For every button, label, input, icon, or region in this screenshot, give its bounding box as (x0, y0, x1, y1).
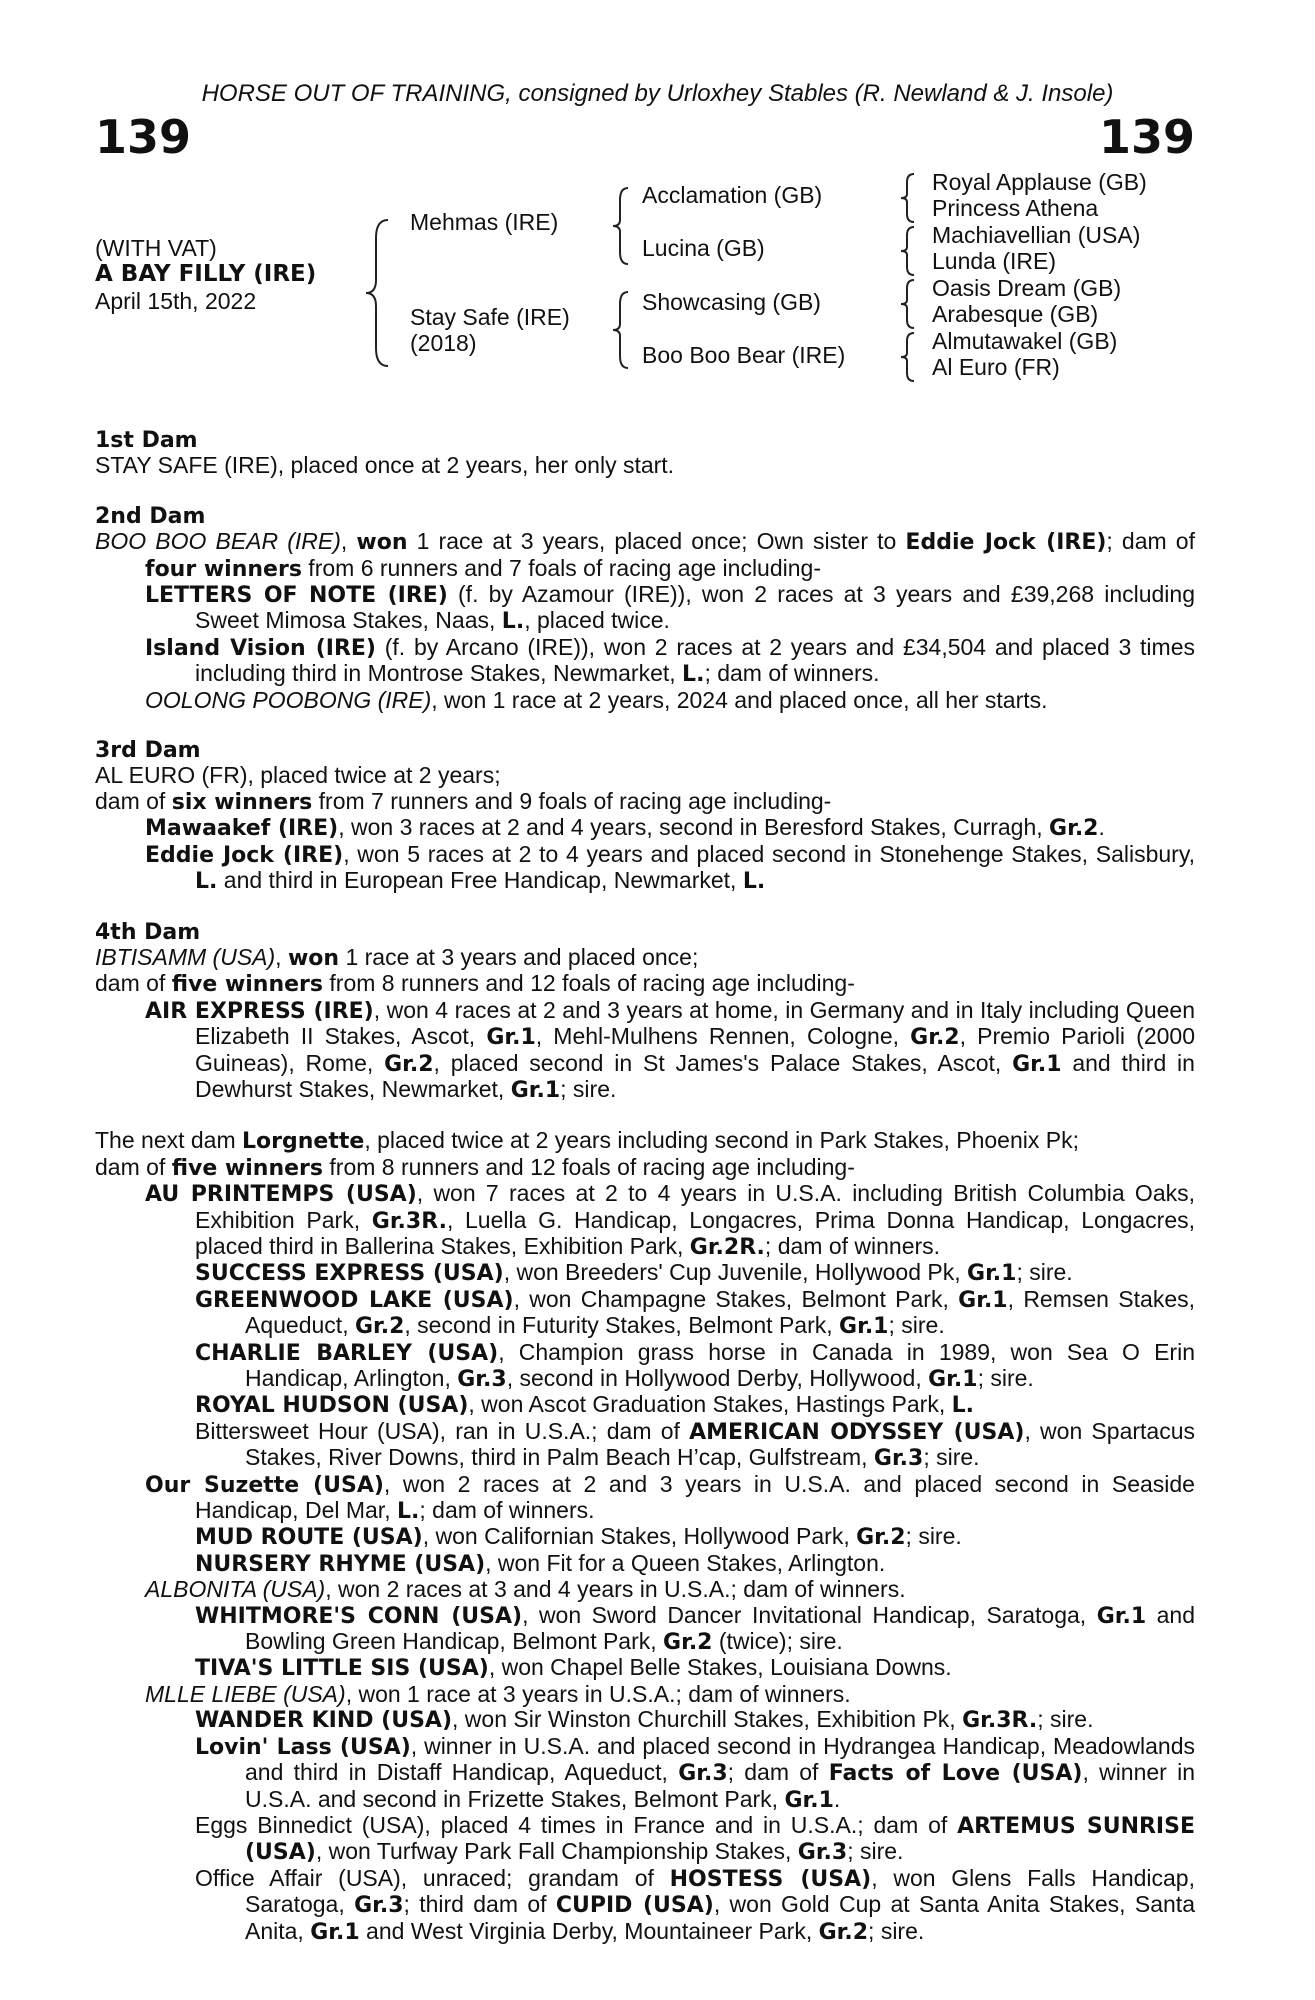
dam-name: Stay Safe (IRE) (410, 304, 570, 330)
progeny-entry: OOLONG POOBONG (IRE), won 1 race at 2 years, 2024 and placed once, all her starts. (145, 686, 1048, 713)
progeny-entry: LETTERS OF NOTE (IRE) (f. by Azamour (IRE)), won 2 races at 3 years and £39,268 including Sweet Mimosa Stakes, Naas, L., placed twice. (145, 581, 1195, 635)
progeny-entry: Our Suzette (USA), won 2 races at 2 and 3 years in U.S.A. and placed second in Seaside Handicap, Del Mar, L.; dam of winners. (145, 1470, 1195, 1525)
grand-progeny-entry: ROYAL HUDSON (USA), won Ascot Graduation Stakes, Hastings Park, L. (195, 1391, 975, 1419)
great-grandsire-8: Al Euro (FR) (932, 354, 1060, 380)
third-dam-produce: dam of six winners from 7 runners and 9 foals of racing age including- (95, 787, 832, 815)
next-dam-produce: dam of five winners from 8 runners and 12 foals of racing age including- (95, 1153, 855, 1181)
second-dam-entry: BOO BOO BEAR (IRE), won 1 race at 3 years, placed once; Own sister to Eddie Jock (IRE); dam of four winners from 6 runners and 7 foals of racing age including- (95, 528, 1195, 582)
great-grandsire-2: Princess Athena (932, 195, 1099, 221)
third-dam-heading: 3rd Dam (95, 738, 201, 764)
lot-number-right: 139 (1098, 110, 1195, 164)
great-grandsire-7: Almutawakel (GB) (932, 328, 1118, 354)
fourth-dam-section (95, 920, 1195, 1104)
grand-progeny-entry: NURSERY RHYME (USA), won Fit for a Queen Stakes, Arlington. (195, 1549, 886, 1577)
grand-progeny-entry: WANDER KIND (USA), won Sir Winston Churchill Stakes, Exhibition Pk, Gr.3R.; sire. (195, 1706, 1094, 1734)
grand-progeny-entry: WHITMORE'S CONN (USA), won Sword Dancer Invitational Handicap, Saratoga, Gr.1 and Bowling Green Handicap, Belmont Park, Gr.2 (twice); sire. (195, 1601, 1195, 1656)
produce-record (95, 428, 1195, 1945)
great-grandsire-4: Lunda (IRE) (932, 248, 1057, 274)
lot-number-left: 139 (95, 110, 192, 164)
first-dam-heading: 1st Dam (95, 428, 198, 453)
next-dam-section (95, 1128, 1195, 1945)
vat-label: (WITH VAT) (95, 235, 217, 261)
grand-progeny-entry: MUD ROUTE (USA), won Californian Stakes, Hollywood Park, Gr.2; sire. (195, 1523, 962, 1551)
progeny-entry: Island Vision (IRE) (f. by Arcano (IRE)), won 2 races at 2 years and £34,504 and placed 3 times including third in Montrose Stakes, Newmarket, L.; dam of winners. (145, 633, 1195, 688)
progeny-entry: AU PRINTEMPS (USA), won 7 races at 2 to 4 years in U.S.A. including British Columbia Oaks, Exhibition Park, Gr.3R., Luella G. Handicap, Longacres, Prima Donna Handicap, Longacres, placed third in Ballerina Stakes, Exhibition Park, Gr.2R.; dam of winners. (145, 1180, 1195, 1260)
grand-progeny-entry: CHARLIE BARLEY (USA), Champion grass horse in Canada in 1989, won Sea O Erin Handicap, Arlington, Gr.3, second in Hollywood Derby, Hollywood, Gr.1; sire. (195, 1338, 1195, 1392)
dam-year: (2018) (410, 330, 477, 356)
progeny-entry: ALBONITA (USA), won 2 races at 3 and 4 years in U.S.A.; dam of winners. (145, 1576, 906, 1603)
pedigree-brace-3c (898, 278, 918, 330)
fourth-dam-produce: dam of five winners from 8 runners and 12 foals of racing age including- (95, 970, 855, 998)
grand-progeny-entry: TIVA'S LITTLE SIS (USA), won Chapel Belle Stakes, Louisiana Downs. (195, 1654, 952, 1682)
pedigree-brace-3b (898, 225, 918, 277)
progeny-entry: Eddie Jock (IRE), won 5 races at 2 to 4 years and placed second in Stonehenge Stakes, Salisbury, L. and third in European Free Handicap, Newmarket, L. (145, 840, 1196, 895)
grand-progeny-entry: SUCCESS EXPRESS (USA), won Breeders' Cup Juvenile, Hollywood Pk, Gr.1; sire. (195, 1259, 1073, 1287)
great-grandsire-6: Arabesque (GB) (932, 301, 1099, 327)
grandsire-2: Lucina (GB) (642, 235, 765, 261)
grand-progeny-entry: Bittersweet Hour (USA), ran in U.S.A.; dam of AMERICAN ODYSSEY (USA), won Spartacus Stakes, River Downs, third in Palm Beach H’cap, Gulfstream, Gr.3; sire. (195, 1417, 1195, 1472)
grandsire-3: Showcasing (GB) (642, 289, 821, 315)
grandsire-4: Boo Boo Bear (IRE) (642, 342, 846, 368)
pedigree-brace-3a (898, 172, 918, 224)
sire-name: Mehmas (IRE) (410, 209, 559, 235)
progeny-entry: MLLE LIEBE (USA), won 1 race at 3 years in U.S.A.; dam of winners. (145, 1680, 851, 1707)
grand-progeny-entry: Office Affair (USA), unraced; grandam of HOSTESS (USA), won Glens Falls Handicap, Saratoga, Gr.3; third dam of CUPID (USA), won Gold Cup at Santa Anita Stakes, Santa Anita, Gr.1 and West Virginia Derby, Mountaineer Park, Gr.2; sire. (195, 1864, 1195, 1945)
third-dam-entry: AL EURO (FR), placed twice at 2 years; (95, 762, 501, 789)
third-dam-section (95, 738, 1195, 894)
grand-progeny-entry: Eggs Binnedict (USA), placed 4 times in France and in U.S.A.; dam of ARTEMUS SUNRISE (USA), won Turfway Park Fall Championship Stakes, Gr.3; sire. (195, 1811, 1195, 1866)
great-grandsire-3: Machiavellian (USA) (932, 222, 1141, 248)
progeny-entry: Mawaakef (IRE), won 3 races at 2 and 4 years, second in Beresford Stakes, Curragh, Gr.2. (145, 814, 1105, 842)
second-dam-section (95, 504, 1195, 713)
grand-progeny-entry: Lovin' Lass (USA), winner in U.S.A. and placed second in Hydrangea Handicap, Meadowlands and third in Distaff Handicap, Aqueduct, Gr.3; dam of Facts of Love (USA), winner in U.S.A. and second in Frizette Stakes, Belmont Park, Gr.1. (195, 1732, 1195, 1813)
pedigree-brace-2a (610, 186, 632, 266)
pedigree-brace-2b (610, 290, 632, 370)
consignment-line: HORSE OUT OF TRAINING, consigned by Urloxhey Stables (R. Newland & J. Insole) (201, 80, 1114, 107)
progeny-entry: AIR EXPRESS (IRE), won 4 races at 2 and 3 years at home, in Germany and in Italy including Queen Elizabeth II Stakes, Ascot, Gr.1, Mehl-Mulhens Rennen, Cologne, Gr.2, Premio Parioli (2000 Guineas), Rome, Gr.2, placed second in St James's Palace Stakes, Ascot, Gr.1 and third in Dewhurst Stakes, Newmarket, Gr.1; sire. (145, 996, 1196, 1103)
grandsire-1: Acclamation (GB) (642, 182, 823, 208)
first-dam-section (95, 428, 1195, 479)
pedigree-brace-1 (362, 218, 392, 368)
great-grandsire-5: Oasis Dream (GB) (932, 275, 1122, 301)
great-grandsire-1: Royal Applause (GB) (932, 169, 1147, 195)
fourth-dam-entry: IBTISAMM (USA), won 1 race at 3 years and placed once; (95, 943, 699, 971)
pedigree-brace-3d (898, 331, 918, 383)
horse-name: A BAY FILLY (IRE) (95, 261, 317, 287)
grand-progeny-entry: GREENWOOD LAKE (USA), won Champagne Stakes, Belmont Park, Gr.1, Remsen Stakes, Aqueduct, Gr.2, second in Futurity Stakes, Belmont Park, Gr.1; sire. (195, 1285, 1195, 1340)
second-dam-heading: 2nd Dam (95, 503, 206, 529)
fourth-dam-heading: 4th Dam (95, 919, 201, 945)
first-dam-line: STAY SAFE (IRE), placed once at 2 years, her only start. (95, 452, 675, 479)
next-dam-entry: The next dam Lorgnette, placed twice at 2 years including second in Park Stakes, Phoenix Pk; (95, 1127, 1079, 1155)
foaling-date: April 15th, 2022 (95, 288, 257, 314)
